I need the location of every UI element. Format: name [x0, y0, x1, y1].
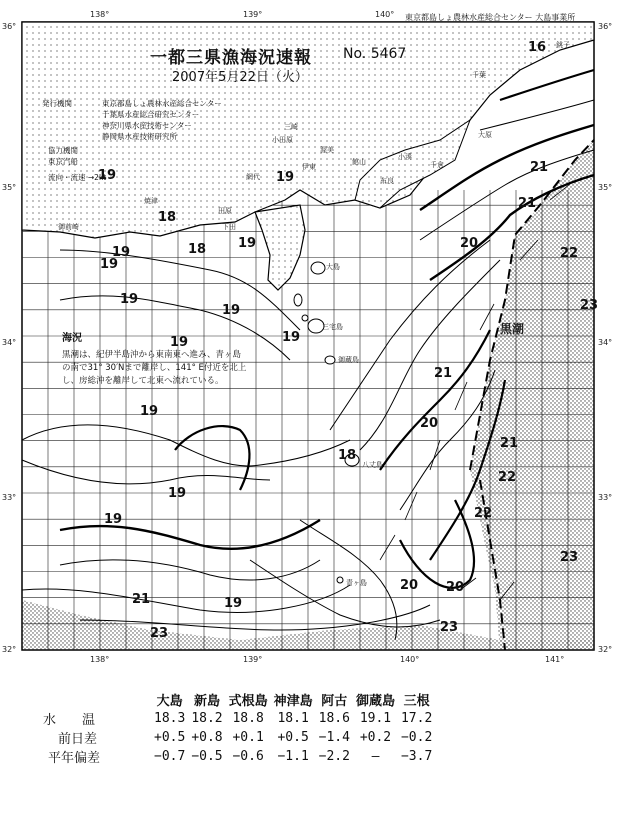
publisher-3: 神奈川県水産技術センター — [102, 121, 192, 130]
source-label: 東京都島しょ農林水産総合センター 大島事業所 — [405, 13, 576, 22]
table-cell: 18.8 — [232, 711, 264, 726]
isotherm-label: 23 — [580, 298, 599, 313]
isotherm-label: 19 — [112, 245, 131, 260]
isotherm-label: 19 — [282, 330, 301, 345]
isotherm-label: 19 — [168, 486, 187, 501]
table-cell: −0.6 — [232, 749, 264, 764]
table-cell: 18.6 — [318, 711, 350, 726]
station-header: 新島 — [193, 694, 220, 709]
lon-label-140-bottom: 140° — [400, 655, 420, 664]
place-kuroshio: 黒潮 — [500, 322, 525, 336]
table-row — [40, 709, 435, 728]
observation-table — [40, 690, 435, 766]
table-cell: 17.2 — [400, 711, 433, 726]
isotherm-label: 19 — [224, 596, 243, 611]
place-mikurajima: 御蔵島 — [338, 356, 359, 364]
table-corner — [40, 690, 151, 709]
isotherm-label: 23 — [150, 626, 169, 641]
place-mera: 布良 — [380, 177, 394, 185]
isotherm-label: 19 — [276, 170, 295, 185]
isotherm-label: 21 — [518, 196, 537, 211]
publisher-2: 千葉県水産総合研究センター — [102, 110, 200, 119]
table-cell: −1.1 — [277, 749, 309, 764]
isotherm-label: 19 — [98, 168, 117, 183]
station-header: 式根島 — [228, 694, 268, 709]
station-header: 神津島 — [273, 694, 313, 709]
table-cell: 19.1 — [359, 711, 392, 726]
place-oshima: 大島 — [326, 263, 340, 271]
table-cell: −1.4 — [318, 730, 350, 745]
publisher-1: 東京都島しょ農林水産総合センター — [102, 99, 222, 108]
lat-label-35-left: 35° — [2, 183, 17, 192]
publisher-4: 静岡県水産技術研究所 — [102, 132, 177, 141]
isotherm-label: 19 — [100, 257, 119, 272]
place-choshi: 銚子 — [556, 41, 570, 49]
place-yaizu: 焼津 — [144, 197, 158, 205]
place-chiba: 千葉 — [472, 71, 486, 79]
lat-label-32-right: 32° — [598, 645, 613, 654]
isotherm-label: 21 — [132, 592, 151, 607]
issue-number: No. 5467 — [343, 46, 407, 62]
table-cell: +0.1 — [232, 730, 264, 745]
table-cell: −0.5 — [191, 749, 223, 764]
isotherm-label: 22 — [498, 470, 517, 485]
table-cell: +0.2 — [359, 730, 392, 745]
lat-label-33-right: 33° — [598, 493, 613, 502]
isotherm-label: 21 — [500, 436, 519, 451]
lat-label-36-right: 36° — [598, 22, 613, 31]
lon-label-138-top: 138° — [90, 10, 110, 19]
isotherm-label: 21 — [434, 366, 453, 381]
table-cell: — — [371, 749, 380, 764]
isotherm-label: 20 — [400, 578, 419, 593]
lon-label-138-bottom: 138° — [90, 655, 110, 664]
isotherm-label: 23 — [440, 620, 459, 635]
station-header: 御蔵島 — [355, 694, 395, 709]
isotherm-label: 18 — [338, 448, 357, 463]
isotherm-label: 19 — [104, 512, 123, 527]
place-kobo: 小湊 — [398, 153, 412, 161]
table-row — [40, 747, 435, 766]
place-chikura: 千倉 — [430, 161, 444, 169]
lat-label-34-left: 34° — [2, 338, 17, 347]
row-label: 前日差 — [58, 732, 98, 747]
station-header: 阿古 — [321, 694, 348, 709]
lon-label-139-bottom: 139° — [243, 655, 263, 664]
table-cell: 18.3 — [154, 711, 186, 726]
place-tateyama: 館山 — [352, 158, 366, 166]
place-misaki: 三崎 — [284, 123, 298, 131]
note-line-1: 黒潮は、紀伊半島沖から東南東へ進み、青ヶ島 — [62, 350, 242, 360]
current-legend: 流向・流速 →2kt — [48, 173, 107, 182]
lon-label-140-top: 140° — [375, 10, 395, 19]
place-hachijojima: 八丈島 — [362, 461, 383, 469]
lat-label-34-right: 34° — [598, 338, 613, 347]
lat-label-35-right: 35° — [598, 183, 613, 192]
lat-label-32-left: 32° — [2, 645, 17, 654]
note-line-3: し、房総沖を離岸して北東へ流れている。 — [62, 376, 224, 386]
isotherm-label: 20 — [460, 236, 479, 251]
table-cell: +0.8 — [191, 730, 223, 745]
page-title: 一都三県漁海況速報 — [150, 48, 312, 68]
lat-label-33-left: 33° — [2, 493, 17, 502]
place-ito: 伊東 — [302, 163, 316, 171]
row-label: 水 温 — [43, 713, 96, 728]
table-cell: −3.7 — [400, 749, 433, 764]
table-header-row — [40, 690, 435, 709]
isotherm-label: 22 — [560, 246, 579, 261]
table-cell: +0.5 — [277, 730, 309, 745]
place-aogashima: 青ヶ島 — [346, 579, 367, 587]
table-row — [40, 728, 435, 747]
isotherm-label: 19 — [238, 236, 257, 251]
isotherm-label: 19 — [120, 292, 139, 307]
note-heading: 海況 — [62, 333, 82, 344]
cooperation-label: 協力機関 — [48, 146, 78, 155]
row-label: 平年偏差 — [48, 751, 101, 766]
place-omaezaki: 御前崎 — [58, 223, 79, 231]
isotherm-label: 22 — [474, 506, 493, 521]
isotherm-label: 20 — [420, 416, 439, 431]
table-cell: −0.2 — [400, 730, 433, 745]
isotherm-label: 18 — [158, 210, 177, 225]
cooperation-org: 東京汽船 — [48, 157, 78, 166]
place-miyake: 三宅島 — [322, 323, 343, 331]
table-cell: −0.7 — [154, 749, 186, 764]
place-shimoda: 下田 — [222, 223, 236, 231]
isotherm-label: 19 — [170, 335, 189, 350]
lon-label-139-top: 139° — [243, 10, 263, 19]
table-cell: 18.2 — [191, 711, 223, 726]
lat-label-36-left: 36° — [2, 22, 17, 31]
isotherm-label: 18 — [188, 242, 207, 257]
place-ajiro: 網代 — [246, 173, 260, 181]
isotherm-label: 19 — [140, 404, 159, 419]
place-tahara: 田原 — [218, 207, 232, 215]
station-header: 三根 — [403, 694, 430, 709]
place-katsuura: 大原 — [478, 131, 492, 139]
place-atsumi: 渥美 — [320, 146, 334, 154]
table-cell: 18.1 — [277, 711, 309, 726]
issue-date: 2007年5月22日（火） — [172, 70, 308, 85]
station-header: 大島 — [156, 694, 183, 709]
isotherm-label: 20 — [446, 580, 465, 595]
place-odawara: 小田原 — [272, 136, 293, 144]
isotherm-label: 23 — [560, 550, 579, 565]
table-cell: +0.5 — [154, 730, 186, 745]
isotherm-label: 16 — [528, 40, 547, 55]
table-cell: −2.2 — [318, 749, 350, 764]
note-line-2: の南で31° 30′Nまで離岸し、141° E付近を北上 — [62, 363, 247, 373]
isotherm-label: 21 — [530, 160, 549, 175]
publisher-label: 発行機関 — [42, 99, 72, 108]
lon-label-141-bottom: 141° — [545, 655, 565, 664]
isotherm-label: 19 — [222, 303, 241, 318]
